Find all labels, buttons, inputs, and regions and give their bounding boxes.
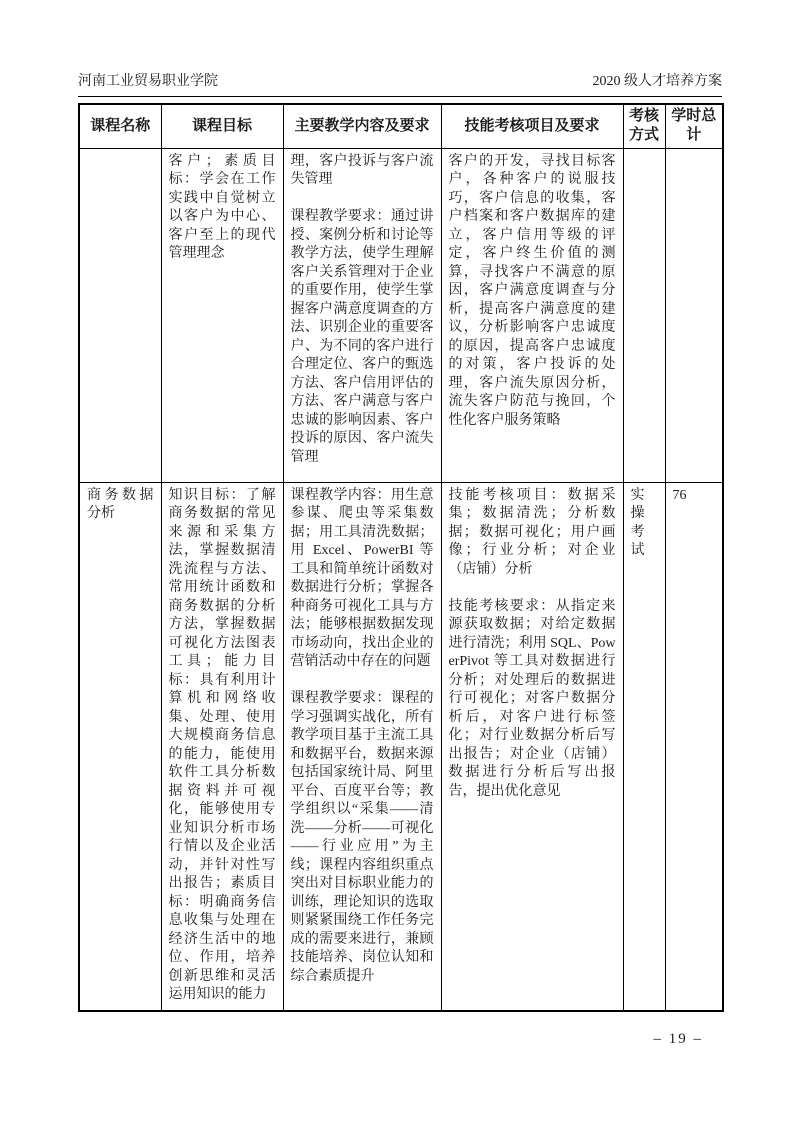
table-header-row xyxy=(79,104,723,148)
table-row xyxy=(79,482,723,1011)
cell-total-hours: 76 xyxy=(665,482,723,1011)
table-row xyxy=(79,148,723,482)
program-title: 2020 级人才培养方案 xyxy=(592,74,722,89)
school-name: 河南工业贸易职业学院 xyxy=(78,74,218,89)
cell-teaching-content xyxy=(283,148,441,482)
cell-course-name xyxy=(79,148,161,482)
column-header-course-name: 课程名称 xyxy=(79,104,161,148)
column-header-method: 考核方式 xyxy=(623,104,665,148)
paragraph: 技能考核项目：数据采集；数据清洗；分析数据；数据可视化；用户画像；行业分析；对企业（店铺）分析 xyxy=(448,487,616,577)
paragraph: 知识目标：了解商务数据的常见来源和采集方法，掌握数据清洗流程与方法、常用统计函数和商务数据的分析方法，掌握数据可视化方法图表工具；能力目标：具有利用计算机和网络收集、处理、使用大规模商务信息的能力，能使用软件工具分析数据资料并可视化，能够使用专业知识分析市场行情以及企业活动，并针对性写出报告；素质目标：明确商务信息收集与处理在经济生活中的地位、作用，培养创新思维和灵活运用知识的能力 xyxy=(168,487,276,1002)
cell-course-name: 商务数据分析 xyxy=(79,482,161,1011)
paragraph: 理，客户投诉与客户流失管理 xyxy=(290,153,434,187)
column-header-objectives: 课程目标 xyxy=(161,104,283,148)
cell-assessment-method xyxy=(623,148,665,482)
paragraph: 客户的开发，寻找目标客户，各种客户的说服技巧，客户信息的收集，客户档案和客户数据库的建立，客户信用等级的评定，客户终生价值的测算，寻找客户不满意的原因，客户满意度调查与分析，提高客户满意度的建议，分析影响客户忠诚度的原因，提高客户忠诚度的对策，客户投诉的处理，客户流失原因分析，流失客户防范与挽回，个性化客户服务策略 xyxy=(448,153,616,428)
cell-skill-assessment xyxy=(441,148,623,482)
paragraph: 客户；素质目标：学会在工作实践中自觉树立以客户为中心、客户至上的现代管理理念 xyxy=(168,153,276,261)
column-header-assessment: 技能考核项目及要求 xyxy=(441,104,623,148)
cell-course-objectives xyxy=(161,148,283,482)
cell-course-objectives xyxy=(161,482,283,1011)
paragraph: 技能考核要求：从指定来源获取数据；对给定数据进行清洗；利用 SQL、PowerPivot 等工具对数据进行分析；对处理后的数据进行可视化；对客户数据分析后，对客户进行标签化；对行业数据分析后写出报告；对企业（店铺）数据进行分析后写出报告，提出优化意见 xyxy=(448,598,616,799)
column-header-hours: 学时总计 xyxy=(665,104,723,148)
cell-total-hours xyxy=(665,148,723,482)
page-number: – 19 – xyxy=(653,1031,703,1047)
column-header-content: 主要教学内容及要求 xyxy=(283,104,441,148)
cell-teaching-content xyxy=(283,482,441,1011)
paragraph: 课程教学内容：用生意参谋、爬虫等采集数据；用工具清洗数据；用 Excel、PowerBI 等工具和简单统计函数对数据进行分析；掌握各种商务可视化工具与方法；能够根据数据发现市场动向，找出企业的营销活动中存在的问题 xyxy=(290,487,434,669)
cell-assessment-method: 实操考试 xyxy=(623,482,665,1011)
paragraph: 课程教学要求：通过讲授、案例分析和讨论等教学方法，使学生理解客户关系管理对于企业的重要作用，使学生掌握客户满意度调查的方法、识别企业的重要客户、为不同的客户进行合理定位、客户的甄选方法、客户信用评估的方法、客户满意与客户忠诚的影响因素、客户投诉的原因、客户流失管理 xyxy=(290,209,434,465)
paragraph: 课程教学要求：课程的学习强调实战化，所有教学项目基于主流工具和数据平台，数据来源包括国家统计局、阿里平台、百度平台等；教学组织以“采集——清洗——分析——可视化——行业应用”为主线；课程内容组织重点突出对目标职业能力的训练，理论知识的选取则紧紧围绕工作任务完成的需要来进行，兼顾技能培养、岗位认知和综合素质提升 xyxy=(290,691,434,984)
curriculum-table xyxy=(78,103,724,1012)
document-header xyxy=(78,70,722,97)
cell-skill-assessment xyxy=(441,482,623,1011)
